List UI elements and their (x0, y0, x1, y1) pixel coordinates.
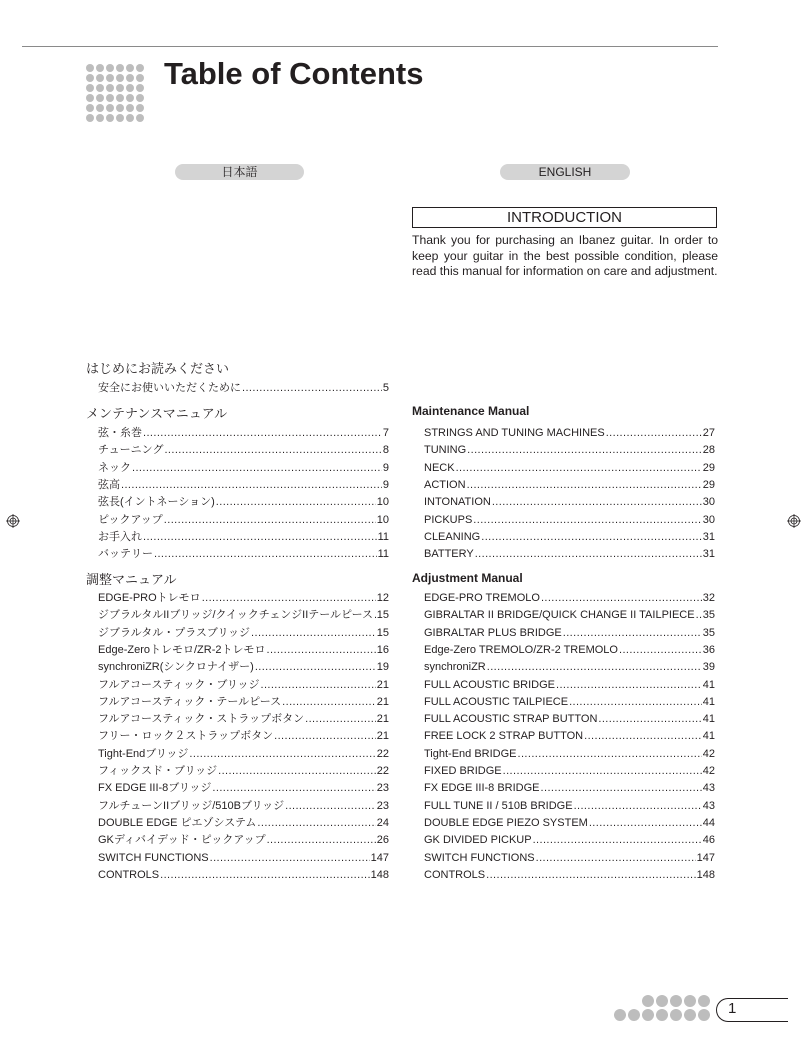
toc-entry-leader (569, 695, 702, 709)
toc-entry-leader (143, 530, 377, 544)
toc-entry-label: Edge-Zero TREMOLO/ZR-2 TREMOLO (424, 643, 618, 656)
toc-entry-label: 弦・糸巻 (98, 427, 142, 439)
japanese-language-label: 日本語 (175, 164, 304, 180)
toc-entry (98, 660, 389, 674)
toc-entry-label: FX EDGE III-8 BRIDGE (424, 782, 540, 795)
toc-entry-label: FULL ACOUSTIC STRAP BUTTON (424, 713, 598, 726)
toc-entry-leader (473, 513, 701, 527)
toc-entry-leader (218, 764, 376, 778)
toc-entry-label: フルアコースティック・ブリッジ (98, 678, 260, 691)
toc-entry (424, 547, 715, 561)
toc-entry-leader (533, 833, 702, 847)
toc-entry-label: BATTERY (424, 548, 474, 561)
top-rule (22, 46, 718, 47)
toc-entry (98, 643, 389, 657)
toc-entry (98, 608, 389, 622)
toc-entry-label: FULL TUNE II / 510B BRIDGE (424, 799, 573, 812)
toc-entry-leader (456, 461, 702, 475)
toc-entry (424, 729, 715, 743)
bottom-decorative-dots (614, 995, 724, 1021)
toc-entry-label: FREE LOCK 2 STRAP BUTTON (424, 730, 584, 743)
toc-entry-page: 36 (702, 643, 715, 656)
toc-entry-label: INTONATION (424, 496, 491, 509)
toc-entry-leader (260, 678, 375, 692)
toc-entry-page: 7 (382, 427, 389, 439)
toc-entry-page: 23 (376, 782, 389, 795)
toc-entry-label: 弦長(イントネーション) (98, 496, 215, 509)
toc-entry-page: 16 (376, 643, 389, 656)
toc-entry (98, 547, 389, 561)
toc-entry (424, 443, 715, 457)
toc-entry-leader (475, 547, 702, 561)
toc-entry-page: 44 (702, 816, 715, 829)
toc-entry (98, 381, 389, 395)
toc-entry (98, 747, 389, 761)
toc-entry-page: 12 (376, 592, 389, 604)
toc-entry-label: synchroniZR(シンクロナイザー) (98, 661, 254, 674)
toc-entry-page: 147 (696, 851, 715, 864)
toc-entry-leader (487, 660, 702, 674)
jp-adjustment-heading: 調整マニュアル (86, 572, 177, 587)
toc-entry-leader (132, 461, 382, 475)
page-number: 1 (728, 1000, 737, 1017)
toc-entry (98, 495, 389, 509)
en-maintenance-heading: Maintenance Manual (412, 404, 530, 418)
toc-entry-leader (251, 626, 376, 640)
toc-entry (98, 695, 389, 709)
toc-entry-label: チューニング (98, 444, 164, 457)
toc-entry-page: 148 (370, 868, 389, 881)
toc-entry-label: 安全にお使いいただくために (98, 382, 241, 394)
toc-entry-label: CONTROLS (424, 868, 486, 881)
toc-entry-label: Tight-End BRIDGE (424, 747, 517, 760)
toc-entry-page: 8 (382, 444, 389, 457)
toc-entry (424, 764, 715, 778)
toc-entry-page: 148 (696, 868, 715, 881)
toc-entry (98, 799, 389, 813)
toc-entry-leader (541, 781, 702, 795)
registration-mark-left-icon (6, 514, 20, 528)
toc-entry-leader (467, 443, 702, 457)
toc-entry-page: 147 (370, 851, 389, 864)
toc-entry-label: フルアコースティック・テールピース (98, 695, 282, 708)
toc-entry-label: GK DIVIDED PICKUP (424, 834, 532, 847)
toc-entry (98, 833, 389, 847)
toc-entry-label: GIBRALTAR PLUS BRIDGE (424, 626, 562, 639)
toc-entry-leader (584, 729, 702, 743)
toc-entry-leader (121, 478, 382, 492)
toc-entry (424, 643, 715, 657)
toc-entry (98, 443, 389, 457)
toc-entry-label: ジブラルタル・プラスブリッジ (98, 626, 251, 639)
toc-entry-label: ピックアップ (98, 513, 163, 526)
toc-entry-leader (267, 833, 376, 847)
toc-entry-leader (536, 851, 696, 865)
toc-entry-leader (202, 591, 376, 605)
toc-entry (424, 495, 715, 509)
toc-entry-label: フィックスド・ブリッジ (98, 765, 218, 777)
toc-entry-label: FX EDGE III-8ブリッジ (98, 782, 212, 795)
toc-entry-leader (486, 868, 696, 882)
toc-entry-page: 28 (702, 444, 715, 457)
toc-entry (424, 461, 715, 475)
toc-entry-label: synchroniZR (424, 661, 486, 674)
toc-entry-leader (598, 712, 701, 726)
toc-entry-leader (619, 643, 702, 657)
toc-entry (98, 764, 389, 778)
toc-entry-label: CLEANING (424, 530, 481, 543)
toc-entry-leader (143, 426, 382, 440)
toc-entry-leader (574, 799, 702, 813)
toc-entry (98, 591, 389, 605)
toc-entry (424, 781, 715, 795)
toc-entry-label: Tight-Endブリッジ (98, 747, 189, 760)
page-title: Table of Contents (164, 56, 424, 91)
toc-entry-page: 26 (376, 834, 389, 847)
toc-entry-page: 43 (702, 782, 715, 795)
toc-entry-page: 9 (382, 478, 389, 491)
toc-entry (424, 626, 715, 640)
toc-entry-page: 22 (376, 747, 389, 760)
toc-entry-page: 21 (376, 713, 389, 726)
toc-entry-label: Edge-Zeroトレモロ/ZR-2トレモロ (98, 643, 266, 656)
introduction-heading: INTRODUCTION (412, 207, 717, 228)
toc-entry (424, 747, 715, 761)
jp-maintenance-heading: メンテナンスマニュアル (86, 406, 228, 421)
toc-entry (98, 729, 389, 743)
toc-entry-page: 10 (376, 496, 389, 509)
toc-entry-page: 39 (702, 661, 715, 674)
toc-entry-leader (274, 729, 376, 743)
toc-entry-page: 30 (702, 513, 715, 526)
toc-entry (424, 833, 715, 847)
toc-entry-page: 29 (702, 461, 715, 474)
toc-entry-label: EDGE-PROトレモロ (98, 592, 201, 604)
toc-entry (424, 712, 715, 726)
toc-entry-leader (305, 712, 376, 726)
toc-entry-label: バッテリー (98, 548, 153, 561)
toc-entry-label: GKディバイデッド・ピックアップ (98, 834, 266, 847)
toc-entry-label: フルアコースティック・ストラップボタン (98, 713, 305, 726)
toc-entry (98, 626, 389, 640)
toc-entry-leader (518, 747, 702, 761)
toc-entry-page: 31 (702, 530, 715, 543)
toc-entry-leader (257, 816, 375, 830)
toc-entry-leader (164, 443, 381, 457)
toc-entry-label: SWITCH FUNCTIONS (424, 851, 535, 864)
toc-entry (424, 608, 715, 622)
toc-entry-leader (255, 660, 376, 674)
toc-entry-label: ネック (98, 461, 131, 474)
toc-entry (424, 868, 715, 882)
english-language-label: ENGLISH (500, 164, 630, 180)
toc-entry-page: 24 (376, 816, 389, 829)
toc-entry-leader (285, 799, 376, 813)
toc-entry-page: 5 (382, 382, 389, 394)
toc-entry-label: フルチューンIIブリッジ/510Bブリッジ (98, 799, 285, 812)
toc-entry (98, 530, 389, 544)
toc-entry (98, 513, 389, 527)
toc-entry (424, 591, 715, 605)
toc-entry-label: CONTROLS (98, 868, 160, 881)
toc-entry-page: 35 (702, 626, 715, 639)
toc-entry (424, 799, 715, 813)
en-adjustment-heading: Adjustment Manual (412, 571, 523, 585)
toc-entry (98, 868, 389, 882)
toc-entry-page: 46 (702, 834, 715, 847)
toc-entry (424, 660, 715, 674)
toc-entry (424, 530, 715, 544)
toc-entry (98, 461, 389, 475)
toc-entry-label: EDGE-PRO TREMOLO (424, 592, 540, 604)
toc-entry-label: FULL ACOUSTIC BRIDGE (424, 678, 556, 691)
toc-entry-leader (242, 381, 382, 395)
page-number-tab (716, 998, 788, 1022)
toc-entry-leader (374, 608, 376, 622)
toc-entry (98, 426, 389, 440)
toc-entry-page: 22 (376, 765, 389, 777)
toc-entry (424, 851, 715, 865)
toc-entry-page: 35 (702, 609, 715, 622)
toc-entry-label: お手入れ (98, 530, 142, 543)
toc-entry (424, 816, 715, 830)
toc-entry (98, 478, 389, 492)
toc-entry-leader (164, 513, 376, 527)
toc-entry (424, 478, 715, 492)
toc-entry-leader (503, 764, 702, 778)
toc-entry-label: GIBRALTAR II BRIDGE/QUICK CHANGE II TAILPIECE (424, 609, 695, 622)
toc-entry-page: 21 (376, 730, 389, 743)
toc-entry-page: 41 (702, 713, 715, 726)
toc-entry-leader (606, 426, 702, 440)
toc-entry-label: DOUBLE EDGE ピエゾシステム (98, 816, 257, 829)
toc-entry-label: ジブラルタルIIブリッジ/クイックチェンジIIテールピース (98, 609, 374, 622)
toc-entry-label: STRINGS AND TUNING MACHINES (424, 427, 605, 439)
toc-entry-label: FIXED BRIDGE (424, 765, 502, 777)
toc-entry (424, 513, 715, 527)
toc-entry-page: 29 (702, 478, 715, 491)
toc-entry-leader (481, 530, 702, 544)
toc-entry-page: 11 (377, 530, 389, 543)
toc-entry-leader (282, 695, 376, 709)
toc-entry-leader (216, 495, 376, 509)
toc-entry-label: フリー・ロック２ストラップボタン (98, 730, 274, 743)
toc-entry-page: 42 (702, 747, 715, 760)
toc-entry (98, 678, 389, 692)
toc-entry (98, 712, 389, 726)
toc-entry-page: 19 (376, 661, 389, 674)
toc-entry-page: 15 (376, 626, 389, 639)
toc-entry (98, 851, 389, 865)
toc-entry-leader (556, 678, 702, 692)
toc-entry-page: 21 (376, 695, 389, 708)
introduction-text: Thank you for purchasing an Ibanez guitar. In order to keep your guitar in the best possible condition, please read this manual for information on care and adjustment. (412, 233, 718, 279)
jp-read-first-heading: はじめにお読みください (86, 361, 230, 376)
toc-entry-page: 41 (702, 730, 715, 743)
toc-entry-label: FULL ACOUSTIC TAILPIECE (424, 695, 569, 708)
toc-entry-page: 9 (382, 461, 389, 474)
toc-entry-label: PICKUPS (424, 513, 473, 526)
toc-entry-label: ACTION (424, 478, 466, 491)
toc-entry-leader (212, 781, 375, 795)
toc-entry-leader (266, 643, 375, 657)
toc-entry (424, 695, 715, 709)
toc-entry-label: SWITCH FUNCTIONS (98, 851, 209, 864)
toc-entry-label: TUNING (424, 444, 467, 457)
registration-mark-right-icon (787, 514, 801, 528)
toc-entry-page: 15 (376, 609, 389, 622)
decorative-dot-grid (86, 64, 144, 122)
toc-entry-page: 23 (376, 799, 389, 812)
toc-entry-page: 10 (376, 513, 389, 526)
toc-entry (98, 816, 389, 830)
toc-entry-page: 21 (376, 678, 389, 691)
toc-entry-leader (541, 591, 702, 605)
toc-entry-leader (563, 626, 702, 640)
toc-entry-leader (467, 478, 702, 492)
toc-entry (424, 678, 715, 692)
toc-entry-leader (154, 547, 377, 561)
toc-entry-page: 27 (702, 427, 715, 439)
toc-entry-label: NECK (424, 461, 455, 474)
toc-entry-page: 31 (702, 548, 715, 561)
toc-entry-page: 41 (702, 695, 715, 708)
toc-entry-leader (589, 816, 702, 830)
toc-entry-leader (492, 495, 702, 509)
toc-entry-page: 42 (702, 765, 715, 777)
toc-entry-leader (210, 851, 370, 865)
toc-entry-leader (160, 868, 370, 882)
toc-entry-leader (696, 608, 702, 622)
toc-entry-page: 11 (377, 548, 389, 561)
toc-entry-label: 弦高 (98, 478, 120, 491)
toc-entry-page: 30 (702, 496, 715, 509)
toc-entry (98, 781, 389, 795)
toc-entry-page: 41 (702, 678, 715, 691)
toc-entry-page: 32 (702, 592, 715, 604)
toc-entry-page: 43 (702, 799, 715, 812)
toc-entry-label: DOUBLE EDGE PIEZO SYSTEM (424, 816, 588, 829)
toc-entry (424, 426, 715, 440)
toc-entry-leader (189, 747, 375, 761)
